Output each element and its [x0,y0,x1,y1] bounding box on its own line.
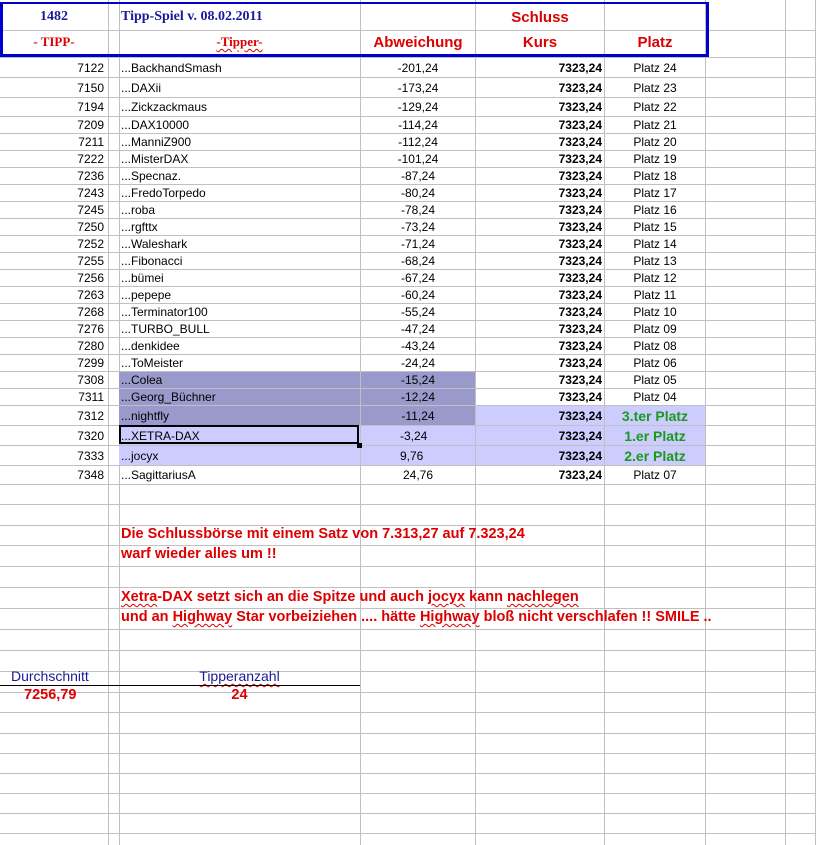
tipper-name-cell[interactable]: ...denkidee [121,339,180,353]
abweichung-cell[interactable]: -71,24 [400,237,436,251]
tipper-name-cell[interactable]: ...Zickzackmaus [121,100,208,114]
abweichung-cell[interactable]: -78,24 [400,203,436,217]
col-header-platz: Platz [637,33,673,51]
table-row [0,58,816,77]
platz-cell[interactable]: Platz 21 [633,118,677,132]
col-header-abweichung: Abweichung [373,33,463,51]
table-row [0,466,816,484]
message-line-2: warf wieder alles um !! [121,546,277,562]
tipp-cell[interactable]: 7150 [77,80,104,95]
fill-handle[interactable] [357,443,362,448]
tipp-cell[interactable]: 7311 [78,390,104,404]
count-label-text: Tipperanzahl [199,668,280,684]
tipp-cell[interactable]: 7280 [77,339,104,353]
count-value: 24 [231,687,248,703]
table-row [0,185,816,201]
row-gridline [0,793,816,794]
word-nachlegen: nachlegen [507,589,579,605]
message-line-4 [121,609,712,625]
table-row [0,372,816,388]
average-label: Durchschnitt [11,668,89,684]
tipp-cell[interactable]: 7255 [77,254,104,268]
platz-cell[interactable]: 1.er Platz [605,426,705,445]
abweichung-cell[interactable]: -12,24 [361,389,475,405]
tipper-name-cell[interactable]: ...XETRA-DAX [119,426,360,445]
table-row [0,202,816,218]
abweichung-cell[interactable]: 9,76 [361,446,475,465]
table-row [0,321,816,337]
tipp-cell[interactable]: 7122 [77,60,104,75]
kurs-cell[interactable]: 7323,24 [558,80,602,95]
tipper-name-cell[interactable]: ...Specnaz. [121,169,182,183]
abweichung-cell[interactable]: -43,24 [400,339,436,353]
schluss-label: Schluss [511,8,569,26]
row-gridline [0,650,816,651]
platz-cell[interactable]: Platz 14 [633,237,677,251]
tipp-cell[interactable]: 7348 [77,468,104,482]
tipp-cell[interactable]: 7320 [77,428,104,443]
selected-cell[interactable] [119,425,359,444]
abweichung-cell[interactable]: -67,24 [400,271,436,285]
word-highway: Highway [172,609,233,625]
tipp-cell[interactable]: 7333 [77,448,104,463]
platz-cell[interactable]: Platz 18 [633,169,677,183]
word-xetra: Xetra [121,589,158,605]
tipper-name-cell[interactable]: ...MisterDAX [121,152,189,166]
platz-cell[interactable]: Platz 13 [633,254,677,268]
row-gridline [0,587,816,588]
platz-cell[interactable]: Platz 19 [633,152,677,166]
kurs-cell[interactable]: 7323,24 [558,135,602,149]
abweichung-cell[interactable]: -3,24 [361,426,475,445]
table-row [0,78,816,97]
platz-cell[interactable]: 3.ter Platz [605,406,705,425]
table-row [0,134,816,150]
sheet-title: Tipp-Spiel v. 08.02.2011 [121,9,263,24]
platz-cell[interactable]: Platz 04 [633,390,677,404]
tipper-name-cell[interactable]: ...Waleshark [121,237,188,251]
row-gridline [0,504,816,505]
table-row [0,151,816,167]
abweichung-cell[interactable]: -112,24 [398,135,438,149]
message-text: kann [465,589,507,605]
tipper-name-cell[interactable]: ...FredoTorpedo [121,186,206,200]
table-row [0,270,816,286]
word-highway: Highway [419,609,480,625]
tipper-name-cell[interactable]: ...SagittariusA [121,468,196,482]
kurs-cell[interactable]: 7323,24 [558,339,602,353]
tipper-name-cell[interactable]: ...Georg_Büchner [119,389,360,405]
tipper-name-cell[interactable]: ...pepepe [121,288,172,302]
tipp-cell[interactable]: 7243 [77,186,104,200]
tipp-cell[interactable]: 7222 [77,152,104,166]
tipper-name-cell[interactable]: ...jocyx [119,446,360,465]
kurs-cell[interactable]: 7323,24 [558,152,602,166]
tipp-cell[interactable]: 7245 [77,203,104,217]
message-text: Star vorbeiziehen .... hätte [232,609,420,625]
kurs-cell[interactable]: 7323,24 [558,373,602,387]
tipper-name-cell[interactable]: ...roba [121,203,156,217]
tipper-name-cell[interactable]: ...DAX10000 [121,118,190,132]
abweichung-cell[interactable]: -101,24 [397,152,439,166]
word-jocyx: jocyx [428,589,466,605]
platz-cell[interactable]: 2.er Platz [605,446,705,465]
row-gridline [0,833,816,834]
tipper-name-cell[interactable]: ...ManniZ900 [121,135,192,149]
col-header-kurs: Kurs [522,33,558,51]
kurs-cell[interactable]: 7323,24 [476,426,604,445]
abweichung-cell[interactable]: -73,24 [400,220,436,234]
abweichung-cell[interactable]: -80,24 [400,186,436,200]
abweichung-cell[interactable]: -47,24 [400,322,436,336]
kurs-cell[interactable]: 7323,24 [558,60,602,75]
platz-cell[interactable]: Platz 17 [633,186,677,200]
tipp-cell[interactable]: 7276 [77,322,104,336]
tipper-name-cell[interactable]: ...ToMeister [121,356,184,370]
table-row [0,219,816,235]
message-text: -DAX setzt sich an die Spitze und auch [157,589,428,605]
tipp-cell[interactable]: 7236 [77,169,104,183]
table-row [0,389,816,405]
row-gridline [0,566,816,567]
message-line-1: Die Schlussbörse mit einem Satz von 7.313,27 auf 7.323,24 [121,526,525,542]
row-gridline [0,484,816,485]
abweichung-cell[interactable]: -68,24 [400,254,436,268]
abweichung-cell[interactable]: -173,24 [397,80,439,95]
kurs-cell[interactable]: 7323,24 [476,406,604,425]
tipp-cell[interactable]: 7308 [77,373,104,387]
platz-cell[interactable]: Platz 09 [633,322,677,336]
abweichung-cell[interactable]: -11,24 [361,406,475,425]
tipp-cell[interactable]: 7312 [77,408,104,423]
table-row [0,98,816,116]
table-row [0,446,816,465]
table-row [0,236,816,252]
kurs-cell[interactable]: 7323,24 [558,237,602,251]
tipper-name-cell[interactable]: ...DAXii [121,80,162,95]
tipp-cell[interactable]: 7299 [77,356,104,370]
kurs-cell[interactable]: 7323,24 [558,390,602,404]
platz-cell[interactable]: Platz 05 [633,373,677,387]
kurs-cell[interactable]: 7323,24 [558,220,602,234]
message-text: und an [121,609,173,625]
kurs-cell[interactable]: 7323,24 [558,169,602,183]
table-row [0,304,816,320]
tipper-name-cell[interactable]: ...BackhandSmash [121,60,222,75]
row-gridline [0,813,816,814]
table-row [0,406,816,425]
abweichung-cell[interactable]: -87,24 [400,169,436,183]
platz-cell[interactable]: Platz 15 [633,220,677,234]
kurs-cell[interactable]: 7323,24 [558,356,602,370]
message-line-3 [121,589,579,605]
col-header-tipper [119,31,360,53]
col-header-tipper-text: -Tipper- [216,34,263,49]
row-gridline [0,733,816,734]
footer-divider [0,685,360,686]
platz-cell[interactable]: Platz 06 [633,356,677,370]
average-value: 7256,79 [24,687,77,703]
table-row [0,287,816,303]
row-gridline [0,629,816,630]
kurs-cell[interactable]: 7323,24 [558,271,602,285]
platz-cell[interactable]: Platz 07 [633,468,677,482]
table-row [0,338,816,354]
count-label [119,668,360,684]
kurs-cell[interactable]: 7323,24 [558,186,602,200]
platz-cell[interactable]: Platz 12 [633,271,677,285]
kurs-cell[interactable]: 7323,24 [558,203,602,217]
tipp-cell[interactable]: 7209 [77,118,104,132]
col-header-tipp: - TIPP- [33,34,75,49]
tipper-name-cell[interactable]: ...TURBO_BULL [121,322,210,336]
platz-cell[interactable]: Platz 11 [633,288,677,302]
abweichung-cell[interactable]: -55,24 [400,305,436,319]
row-gridline [0,773,816,774]
tipp-cell[interactable]: 7250 [77,220,104,234]
tip-count: 1482 [40,9,68,24]
abweichung-cell[interactable]: -60,24 [400,288,436,302]
abweichung-cell[interactable]: -15,24 [361,372,475,388]
abweichung-cell[interactable]: -114,24 [398,118,438,132]
row-gridline [0,712,816,713]
abweichung-cell[interactable]: -201,24 [397,60,439,75]
abweichung-cell[interactable]: 24,76 [402,468,434,482]
message-text: bloß nicht verschlafen !! SMILE .. [479,609,712,625]
platz-cell[interactable]: Platz 20 [633,135,677,149]
platz-cell[interactable]: Platz 08 [633,339,677,353]
row-gridline [0,753,816,754]
kurs-cell[interactable]: 7323,24 [558,288,602,302]
tipp-cell[interactable]: 7256 [77,271,104,285]
table-row [0,168,816,184]
tipp-cell[interactable]: 7252 [77,237,104,251]
table-row [0,117,816,133]
tipp-cell[interactable]: 7211 [78,135,104,149]
tipper-name-cell[interactable]: ...Terminator100 [121,305,208,319]
platz-cell[interactable]: Platz 16 [633,203,677,217]
kurs-cell[interactable]: 7323,24 [558,468,602,482]
table-row [0,253,816,269]
tipper-name-cell[interactable]: ...rgfttx [121,220,158,234]
kurs-cell[interactable]: 7323,24 [558,100,602,114]
kurs-cell[interactable]: 7323,24 [476,446,604,465]
platz-cell[interactable]: Platz 24 [633,60,677,75]
tipp-cell[interactable]: 7268 [77,305,104,319]
table-row [0,355,816,371]
platz-cell[interactable]: Platz 23 [633,80,677,95]
abweichung-cell[interactable]: -129,24 [397,100,439,114]
tipper-name-cell[interactable]: ...bümei [121,271,164,285]
kurs-cell[interactable]: 7323,24 [558,118,602,132]
tipper-name-cell[interactable]: ...nightfly [119,406,360,425]
platz-cell[interactable]: Platz 22 [633,100,677,114]
tipper-name-cell[interactable]: ...Colea [119,372,360,388]
platz-cell[interactable]: Platz 10 [633,305,677,319]
abweichung-cell[interactable]: -24,24 [400,356,436,370]
tipper-name-cell[interactable]: ...Fibonacci [121,254,183,268]
tipp-cell[interactable]: 7194 [77,100,104,114]
kurs-cell[interactable]: 7323,24 [558,305,602,319]
kurs-cell[interactable]: 7323,24 [558,254,602,268]
kurs-cell[interactable]: 7323,24 [558,322,602,336]
tipp-cell[interactable]: 7263 [77,288,104,302]
